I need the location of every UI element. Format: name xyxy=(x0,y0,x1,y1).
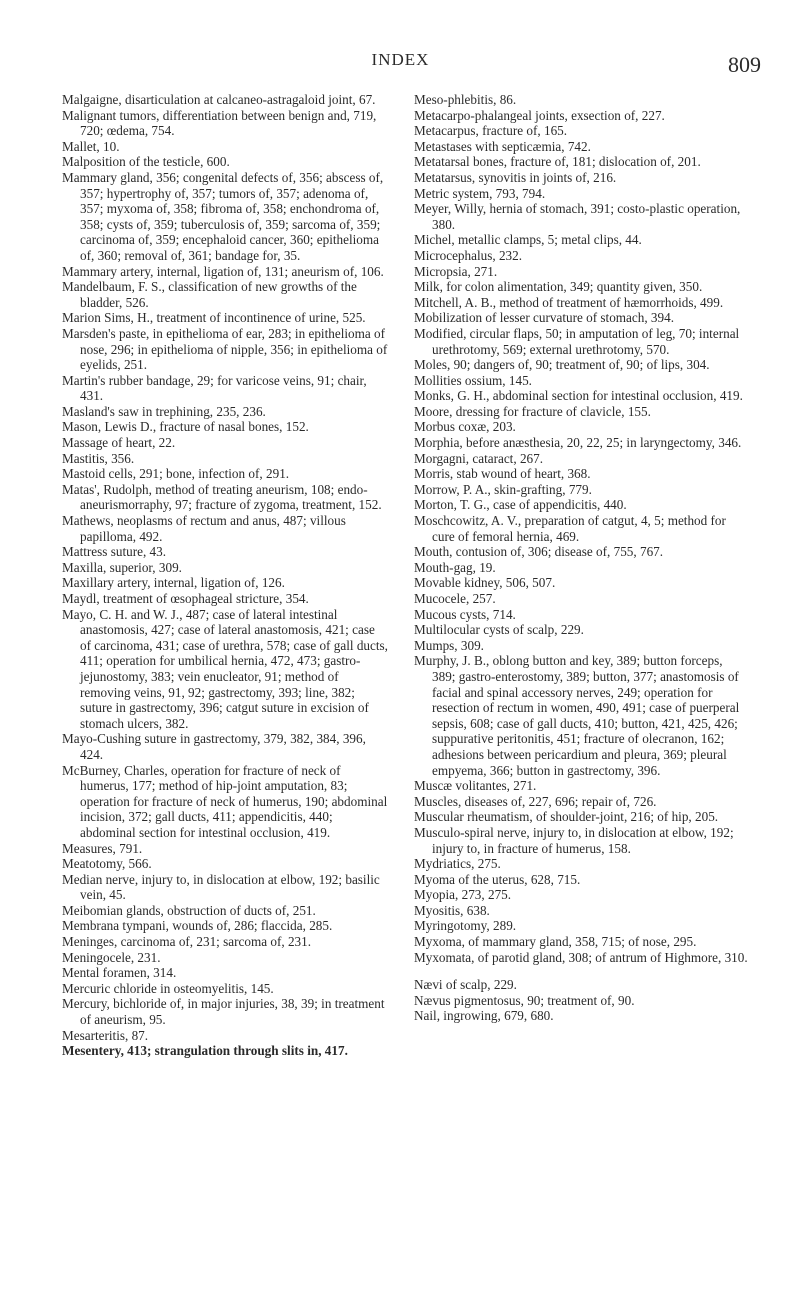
index-entry: Median nerve, injury to, in dislocation at elbow, 192; basilic vein, 45. xyxy=(62,871,380,903)
index-entry: Mydriatics, 275. xyxy=(414,856,501,872)
index-entry: Mathews, neoplasms of rectum and anus, 487; villous papilloma, 492. xyxy=(62,513,346,544)
index-entry: Moschcowitz, A. V., preparation of catgut, 4, 5; method for cure of femoral hernia, 469. xyxy=(414,513,726,544)
index-entry: Mallet, 10. xyxy=(62,138,120,154)
index-entry: Mason, Lewis D., fracture of nasal bones, 152. xyxy=(62,419,309,435)
index-entry: Mesarteritis, 87. xyxy=(62,1027,149,1043)
index-column-right xyxy=(414,92,748,1024)
index-entry: Mitchell, A. B., method of treatment of hæmorrhoids, 499. xyxy=(414,294,724,310)
index-entry: Meatotomy, 566. xyxy=(62,856,152,872)
index-entry: Meso-phlebitis, 86. xyxy=(414,92,517,107)
index-entry: Mouth, contusion of, 306; disease of, 755, 767. xyxy=(414,544,664,560)
index-entry: Measures, 791. xyxy=(62,840,143,856)
index-entry: Milk, for colon alimentation, 349; quantity given, 350. xyxy=(414,279,703,295)
index-entry: Maydl, treatment of œsophageal stricture, 354. xyxy=(62,591,309,606)
index-entry: Metacarpo-phalangeal joints, exsection of, 227. xyxy=(414,107,665,123)
index-entry: Muscæ volitantes, 271. xyxy=(414,778,537,794)
index-entry: Masland's saw in trephining, 235, 236. xyxy=(62,403,266,419)
index-entry: Matas', Rudolph, method of treating aneurism, 108; endo-aneurismorraphy, 97; fracture of zygoma, treatment, 152. xyxy=(62,481,382,513)
index-entry: Morbus coxæ, 203. xyxy=(414,419,516,435)
index-entry: Mental foramen, 314. xyxy=(62,965,177,981)
index-entry: Metric system, 793, 794. xyxy=(414,185,546,201)
index-entry: Microcephalus, 232. xyxy=(414,247,523,263)
index-entry: Mayo-Cushing suture in gastrectomy, 379, 382, 384, 396, 424. xyxy=(62,731,366,762)
index-entry: Metastases with septicæmia, 742. xyxy=(414,138,591,154)
index-entry: Mobilization of lesser curvature of stomach, 394. xyxy=(414,310,675,326)
index-entry: Mayo, C. H. and W. J., 487; case of lateral intestinal anastomosis, 427; case of lateral anastomosis, 421; case of carcinoma, 431; case of urethra, 578; case of gall ducts, 411; operation for umbilical hernia, 472, 473; gastro-jejunostomy, 383; vein enucleator, 91; method of removing veins, 91, 92; gastrectomy, 393; line, 382; suture in gastrectomy, 396; catgut suture in excision of stomach ulcers, 382. xyxy=(62,606,388,731)
index-entry: Membrana tympani, wounds of, 286; flaccida, 285. xyxy=(62,918,333,934)
index-entry: Myoma of the uterus, 628, 715. xyxy=(414,871,581,887)
index-entry: Micropsia, 271. xyxy=(414,263,498,279)
index-entry: Mammary gland, 356; congenital defects of, 356; abscess of, 357; hypertrophy of, 357; tumors of, 357; adenoma of, 357; myxoma of, 358; fibroma of, 358; enchondroma of, 358; cysts of, 359; tuberculosis of, 359; sarcoma of, 359; carcinoma of, 359; encephaloid cancer, 360; epithelioma of, 360; removal of, 361; bandage for, 35. xyxy=(62,169,384,263)
index-entry: Moore, dressing for fracture of clavicle, 155. xyxy=(414,403,651,419)
index-entry: Monks, G. H., abdominal section for intestinal occlusion, 419. xyxy=(414,388,743,404)
page-number: 809 xyxy=(728,52,761,77)
index-entry: Malposition of the testicle, 600. xyxy=(62,154,230,170)
index-entry: Myxomata, of parotid gland, 308; of antrum of Highmore, 310. xyxy=(414,949,748,965)
index-entry: Muscular rheumatism, of shoulder-joint, 216; of hip, 205. xyxy=(414,809,719,825)
index-entry: Maxilla, superior, 309. xyxy=(62,559,182,575)
index-entry: Mandelbaum, F. S., classification of new growths of the bladder, 526. xyxy=(62,279,357,310)
index-entry: Modified, circular flaps, 50; in amputation of leg, 70; internal urethrotomy, 569; external urethrotomy, 570. xyxy=(414,325,740,357)
index-entry: Muscles, diseases of, 227, 696; repair of, 726. xyxy=(414,793,657,809)
index-entry: Multilocular cysts of scalp, 229. xyxy=(414,622,584,638)
index-entry: Myringotomy, 289. xyxy=(414,918,517,934)
index-entry: Meibomian glands, obstruction of ducts of, 251. xyxy=(62,902,316,918)
index-entry: Marsden's paste, in epithelioma of ear, 283; in epithelioma of nose, 296; in epithelioma of nipple, 356; in epithelioma of eyelids, 251. xyxy=(62,325,388,373)
index-entry: Mercuric chloride in osteomyelitis, 145. xyxy=(62,980,274,996)
index-entry: Marion Sims, H., treatment of incontinence of urine, 525. xyxy=(62,310,366,326)
index-entry: Mesentery, 413; strangulation through slits in, 417. xyxy=(62,1043,348,1059)
index-entry: Malignant tumors, differentiation between benign and, 719, 720; œdema, 754. xyxy=(62,107,377,139)
index-entry: Mastitis, 356. xyxy=(62,450,135,466)
index-entry: Metacarpus, fracture of, 165. xyxy=(414,123,568,139)
index-entry: Meyer, Willy, hernia of stomach, 391; costo-plastic operation, 380. xyxy=(414,201,741,232)
index-entry: Michel, metallic clamps, 5; metal clips, 44. xyxy=(414,232,642,248)
index-entry: Mouth-gag, 19. xyxy=(414,559,496,575)
index-entry: Myopia, 273, 275. xyxy=(414,887,512,903)
index-entry: Mercury, bichloride of, in major injuries, 38, 39; in treatment of aneurism, 95. xyxy=(62,996,385,1028)
index-entry: Mammary artery, internal, ligation of, 131; aneurism of, 106. xyxy=(62,263,384,279)
index-entry: Metatarsus, synovitis in joints of, 216. xyxy=(414,169,617,185)
index-entry: Morris, stab wound of heart, 368. xyxy=(414,466,591,482)
index-entry: Murphy, J. B., oblong button and key, 389; button forceps, 389; gastro-enterostomy, 389; button, 377; anastomosis of facial and spinal accessory nerves, 249; operation for resection of rectum in women, 490, 491; case of puerperal sepsis, 608; case of gall ducts, 410; button, 421, 425, 426; suppurative peritonitis, 451; fracture of olecranon, 162; adhesions between pericardium and pleura, 369; pleural empyema, 366; button in gastrectomy, 396. xyxy=(414,653,740,778)
index-entry: Mumps, 309. xyxy=(414,637,484,653)
index-entry: Meningocele, 231. xyxy=(62,949,161,965)
index-entry: Mastoid cells, 291; bone, infection of, 291. xyxy=(62,466,290,482)
index-entry: Morton, T. G., case of appendicitis, 440. xyxy=(414,497,627,513)
index-entry: Massage of heart, 22. xyxy=(62,435,176,451)
index-entry: Nail, ingrowing, 679, 680. xyxy=(414,1008,554,1024)
index-entry: Mattress suture, 43. xyxy=(62,544,167,560)
index-entry: Moles, 90; dangers of, 90; treatment of, 90; of lips, 304. xyxy=(414,357,710,373)
index-entry: Myositis, 638. xyxy=(414,902,490,918)
index-entry: Meninges, carcinoma of, 231; sarcoma of, 231. xyxy=(62,934,312,950)
index-entry: Movable kidney, 506, 507. xyxy=(414,575,556,591)
index-entry: Malgaigne, disarticulation at calcaneo-astragaloid joint, 67. xyxy=(62,92,376,107)
index-entry: McBurney, Charles, operation for fracture of neck of humerus, 177; method of hip-joint amputation, 83; operation for fracture of neck of humerus, 190; abdominal incision, 372; gall ducts, 411; appendicitis, 440; abdominal section for intestinal occlusion, 419. xyxy=(62,762,388,840)
letter-section-gap xyxy=(414,965,748,977)
index-entry: Maxillary artery, internal, ligation of, 126. xyxy=(62,575,285,591)
index-entry: Mollities ossium, 145. xyxy=(414,372,532,388)
index-entry: Morphia, before anæsthesia, 20, 22, 25; in laryngectomy, 346. xyxy=(414,435,742,451)
index-entry: Mucous cysts, 714. xyxy=(414,606,516,622)
index-entry: Musculo-spiral nerve, injury to, in dislocation at elbow, 192; injury to, in fracture of humerus, 158. xyxy=(414,824,734,856)
index-entry: Nævus pigmentosus, 90; treatment of, 90. xyxy=(414,992,635,1008)
index-entry: Mucocele, 257. xyxy=(414,591,496,606)
index-entry: Morgagni, cataract, 267. xyxy=(414,450,544,466)
index-entry: Nævi of scalp, 229. xyxy=(414,977,517,993)
index-column-left xyxy=(62,92,388,1059)
index-entry: Martin's rubber bandage, 29; for varicose veins, 91; chair, 431. xyxy=(62,372,367,404)
index-entry: Myxoma, of mammary gland, 358, 715; of nose, 295. xyxy=(414,934,697,950)
running-header-title: INDEX xyxy=(371,50,430,69)
index-entry: Morrow, P. A., skin-grafting, 779. xyxy=(414,481,592,497)
index-entry: Metatarsal bones, fracture of, 181; dislocation of, 201. xyxy=(414,154,701,170)
